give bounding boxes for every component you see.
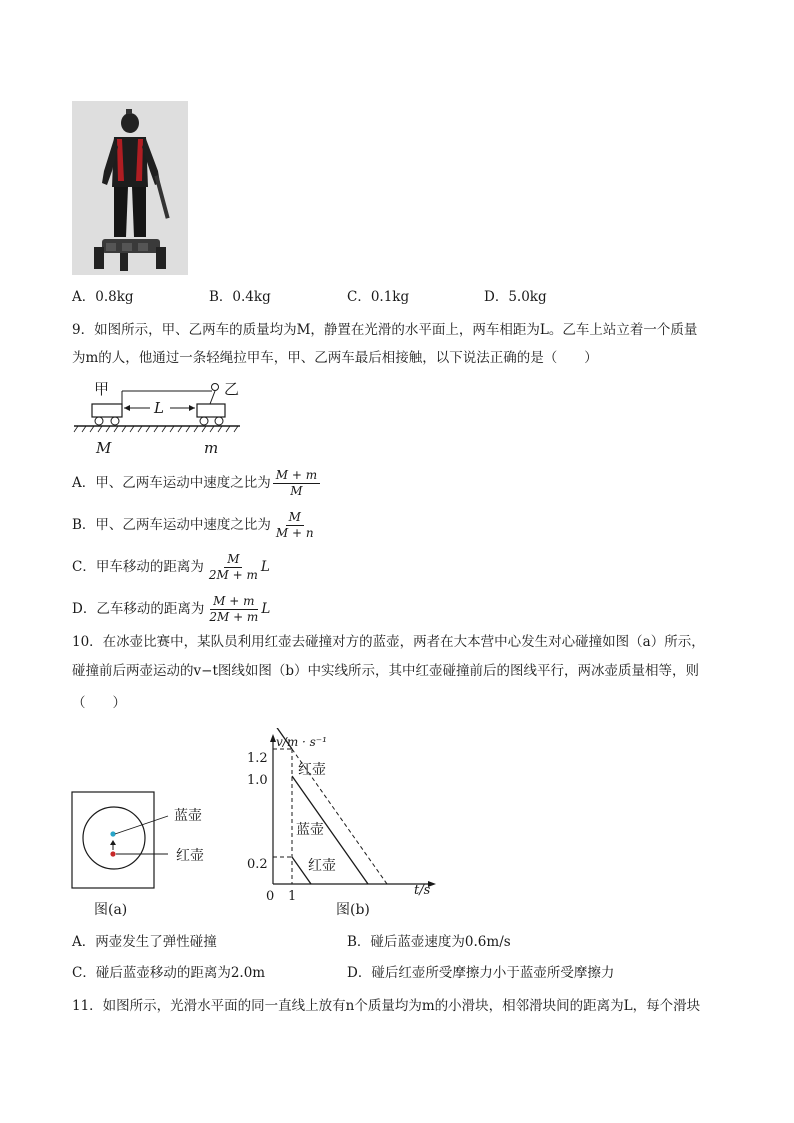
q9-option-b-fraction: [273, 510, 317, 541]
fraction-numerator: M + m: [210, 594, 257, 610]
q9-option-a-fraction: [273, 468, 320, 499]
fraction-numerator: M + m: [273, 468, 320, 484]
x-axis-label: t/s: [414, 883, 431, 898]
rider-illustration: [72, 101, 188, 275]
tick-label-x-1: 1: [288, 889, 297, 904]
series-label-red-after: 红壶: [308, 858, 336, 874]
fraction-numerator: M: [224, 552, 242, 568]
q10-vt-chart: [236, 728, 456, 922]
q9-option-d-tail: L: [261, 601, 271, 617]
figure-b-caption: 图(b): [336, 902, 370, 918]
q8-option-a[interactable]: A．0.8kg: [72, 289, 134, 305]
q9-option-d[interactable]: [72, 594, 270, 625]
hoverboard-rider-photo: [72, 101, 188, 275]
red-stone-dot: [110, 851, 115, 856]
q11-stem-line1: 11．如图所示，光滑水平面的同一直线上放有n个质量均为m的小滑块，相邻滑块间的距离为L，每个滑块: [72, 998, 701, 1014]
q9-option-b-text: B．甲、乙两车运动中速度之比为: [72, 517, 271, 533]
tick-label-0-2: 0.2: [247, 857, 268, 872]
q10-option-d[interactable]: D．碰后红壶所受摩擦力小于蓝壶所受摩擦力: [347, 965, 615, 981]
series-label-blue: 蓝壶: [296, 822, 324, 838]
distance-label-l: L: [154, 399, 164, 417]
fraction-denominator: M: [290, 484, 303, 498]
q8-option-c[interactable]: C．0.1kg: [347, 289, 410, 305]
figure-a-caption: 图(a): [94, 902, 128, 918]
q10-stem-line1: 10．在冰壶比赛中，某队员利用红壶去碰撞对方的蓝壶，两者在大本营中心发生对心碰撞如图（a）所示，: [72, 634, 705, 650]
q10-stem-line2: 碰撞前后两壶运动的v−t图线如图（b）中实线所示，其中红壶碰撞前后的图线平行，两冰壶质量相等，则: [72, 663, 700, 679]
q9-stem-line2: 为m的人，他通过一条轻绳拉甲车，甲、乙两车最后相接触，以下说法正确的是（ ）: [72, 350, 598, 366]
q8-option-b[interactable]: B．0.4kg: [209, 289, 271, 305]
tick-label-x-0: 0: [266, 889, 275, 904]
q9-option-d-text: D．乙车移动的距离为: [72, 601, 205, 617]
fraction-denominator: M + n: [275, 526, 314, 540]
q9-option-b[interactable]: [72, 510, 317, 541]
q10-option-b[interactable]: B．碰后蓝壶速度为0.6m/s: [347, 934, 511, 950]
mass-label-M: M: [96, 439, 112, 457]
q9-option-d-fraction: [206, 594, 261, 625]
tick-label-1-0: 1.0: [247, 773, 268, 788]
q10-figure-a: [70, 790, 230, 920]
cart-label-yi: 乙: [224, 380, 240, 398]
q9-option-a-text: A．甲、乙两车运动中速度之比为: [72, 475, 271, 491]
series-label-red-before: 红壶: [298, 762, 326, 778]
mass-label-m: m: [204, 439, 219, 457]
q10-option-c[interactable]: C．碰后蓝壶移动的距离为2.0m: [72, 965, 266, 981]
q10-option-a[interactable]: A．两壶发生了弹性碰撞: [72, 934, 217, 950]
fraction-denominator: 2M + m: [209, 610, 259, 624]
q9-cart-figure: [72, 378, 242, 458]
q9-option-c-text: C．甲车移动的距离为: [72, 559, 204, 575]
y-axis-label: v/m · s⁻¹: [276, 735, 327, 749]
red-stone-label: 红壶: [176, 848, 204, 864]
blue-stone-dot: [110, 831, 115, 836]
q10-stem-line3: （ ）: [72, 695, 126, 711]
q9-option-c[interactable]: [72, 552, 270, 583]
cart-label-jia: 甲: [94, 380, 110, 398]
fraction-numerator: M: [286, 510, 304, 526]
q9-option-c-fraction: [206, 552, 261, 583]
q9-option-c-tail: L: [260, 559, 270, 575]
q8-option-d[interactable]: D．5.0kg: [484, 289, 547, 305]
q9-stem-line1: 9．如图所示，甲、乙两车的质量均为M，静置在光滑的水平面上，两车相距为L。乙车上站立着一个质量: [72, 322, 698, 338]
blue-stone-label: 蓝壶: [174, 808, 202, 824]
tick-label-1-2: 1.2: [247, 751, 268, 766]
fraction-denominator: 2M + m: [208, 568, 258, 582]
q9-option-a[interactable]: [72, 468, 320, 499]
